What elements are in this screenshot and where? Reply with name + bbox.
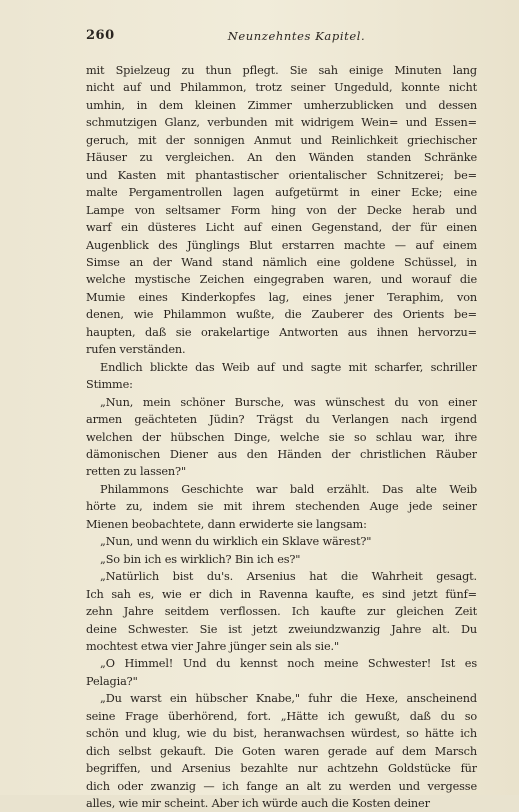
text-line: begriffen, und Arsenius bezahlte nur achtzehn Goldstücke für [86,762,477,776]
text-line: „Nun, und wenn du wirklich ein Sklave wärest?" [100,535,372,549]
text-line: Mumie eines Kinderkopfes lag, eines jener Teraphim, von [86,290,477,304]
text-line: Simse an der Wand stand nämlich eine goldene Schüssel, in [86,255,477,269]
page-number: 260 [86,28,115,43]
text-line: geruch, mit der sonnigen Anmut und Reinlichkeit griechischer [86,133,477,147]
paragraph [86,655,477,690]
text-line: schön und klug, wie du bist, heranwachsen würdest, so hätte ich [86,727,477,741]
text-line: Philammons Geschichte war bald erzählt. Das alte Weib [100,482,477,496]
paragraph [86,551,477,568]
text-line: und Kasten mit phantastischer orientalischer Schnitzerei; be= [86,168,477,182]
text-line: Mienen beobachtete, dann erwiderte sie langsam: [86,517,367,531]
text-line: Lampe von seltsamer Form hing von der Decke herab und [86,203,477,217]
text-line: Endlich blickte das Weib auf und sagte mit scharfer, schriller [100,360,477,374]
text-line: haupten, daß sie orakelartige Antworten aus ihnen hervorzu= [86,325,477,339]
text-line: schmutzigen Glanz, verbunden mit widrigem Wein= und Essen= [86,116,477,130]
text-line: Stimme: [86,378,133,392]
paragraph [86,62,477,359]
page-header [86,28,477,46]
text-line: armen geächteten Jüdin? Trägst du Verlangen nach irgend [86,413,477,427]
paragraph [86,690,477,812]
text-line: welche mystische Zeichen eingegraben waren, und worauf die [86,273,477,287]
text-line: dich oder zwanzig — ich fange an alt zu werden und vergesse [86,779,477,793]
text-line: „So bin ich es wirklich? Bin ich es?" [100,552,301,566]
text-line: rufen verständen. [86,343,186,357]
text-line: dämonischen Diener aus den Händen der christlichen Räuber [86,447,477,461]
paragraph [86,568,477,655]
paragraph [86,481,477,533]
paragraph [86,394,477,481]
text-line: umhin, in dem kleinen Zimmer umherzublicken und dessen [86,98,477,112]
text-line: warf ein düsteres Licht auf einen Gegenstand, der für einen [86,221,477,235]
text-line: „Nun, mein schöner Bursche, was wünschest du von einer [100,395,477,409]
text-line: denen, wie Philammon wußte, die Zauberer des Orients be= [86,308,477,322]
text-line: „Du warst ein hübscher Knabe," fuhr die Hexe, anscheinend [100,692,477,706]
running-head: Neunzehntes Kapitel. [227,29,366,43]
text-line: alles, wie mir scheint. Aber ich würde auch die Kosten deiner [86,797,430,811]
text-line: retten zu lassen?" [86,465,186,479]
text-line: Pelagia?" [86,674,138,688]
text-line: zehn Jahre seitdem verflossen. Ich kaufte zur gleichen Zeit [86,605,477,619]
text-line: Augenblick des Jünglings Blut erstarren machte — auf einem [86,238,477,252]
page-body [86,62,477,812]
text-line: „O Himmel! Und du kennst noch meine Schwester! Ist es [100,657,477,671]
paragraph [86,359,477,394]
text-line: nicht auf und Philammon, trotz seiner Ungeduld, konnte nicht [86,81,477,95]
text-line: mit Spielzeug zu thun pflegt. Sie sah einige Minuten lang [86,64,477,77]
paragraph [86,533,477,550]
text-line: Ich sah es, wie er dich in Ravenna kaufte, es sind jetzt fünf= [86,587,477,601]
text-line: mochtest etwa vier Jahre jünger sein als sie." [86,639,340,653]
text-line: Häuser zu vergleichen. An den Wänden standen Schränke [86,151,477,165]
text-line: hörte zu, indem sie mit ihrem stechenden Auge jede seiner [86,500,477,514]
text-line: welchen der hübschen Dinge, welche sie so schlau war, ihre [86,430,477,444]
text-line: deine Schwester. Sie ist jetzt zweiundzwanzig Jahre alt. Du [86,622,477,636]
text-line: „Natürlich bist du's. Arsenius hat die Wahrheit gesagt. [100,570,477,584]
text-line: dich selbst gekauft. Die Goten waren gerade auf dem Marsch [86,744,477,758]
text-line: seine Frage überhörend, fort. „Hätte ich gewußt, daß du so [86,709,477,723]
text-line: malte Pergamentrollen lagen aufgetürmt in einer Ecke; eine [86,186,477,200]
